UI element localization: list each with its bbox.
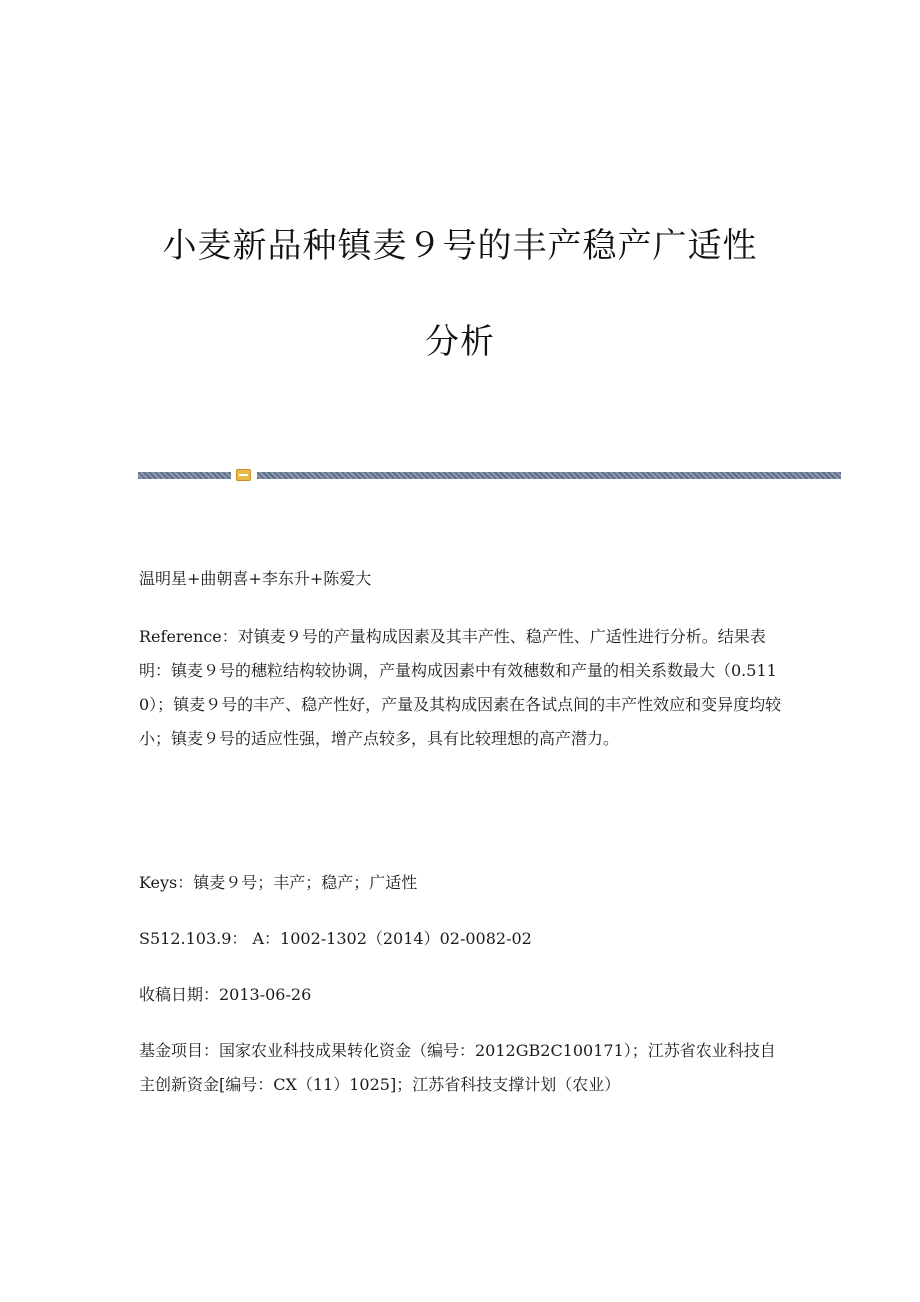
authors: 温明星+曲朝喜+李东升+陈爱大 xyxy=(139,569,372,588)
title-divider xyxy=(138,469,841,481)
classification-number: S512.103.9： A：1002-1302（2014）02-0082-02 xyxy=(139,929,532,948)
envelope-icon xyxy=(236,469,251,481)
title-line-2: 分析 xyxy=(425,322,495,362)
title-line-1: 小麦新品种镇麦９号的丰产稳产广适性 xyxy=(162,226,758,266)
keywords: Keys：镇麦９号；丰产；稳产；广适性 xyxy=(139,873,418,892)
received-date: 收稿日期：2013-06-26 xyxy=(139,985,312,1004)
abstract: Reference：对镇麦９号的产量构成因素及其丰产性、稳产性、广适性进行分析。结果表明：镇麦９号的穗粒结构较协调，产量构成因素中有效穗数和产量的相关系数最大（0.511 0）；镇麦９号的丰产、稳产性好，产量及其构成因素在各试点间的丰产性效应和变异度均较小；镇麦９号的适应性强，增产点较多，具有比较理想的高产潜力。 xyxy=(139,627,782,748)
fund-project: 基金项目：国家农业科技成果转化资金（编号：2012GB2C100171）；江苏省农业科技自主创新资金[编号：CX（11）1025]；江苏省科技支撑计划（农业） xyxy=(139,1041,776,1094)
divider-bar-right xyxy=(257,472,841,479)
divider-bar-left xyxy=(138,472,231,479)
